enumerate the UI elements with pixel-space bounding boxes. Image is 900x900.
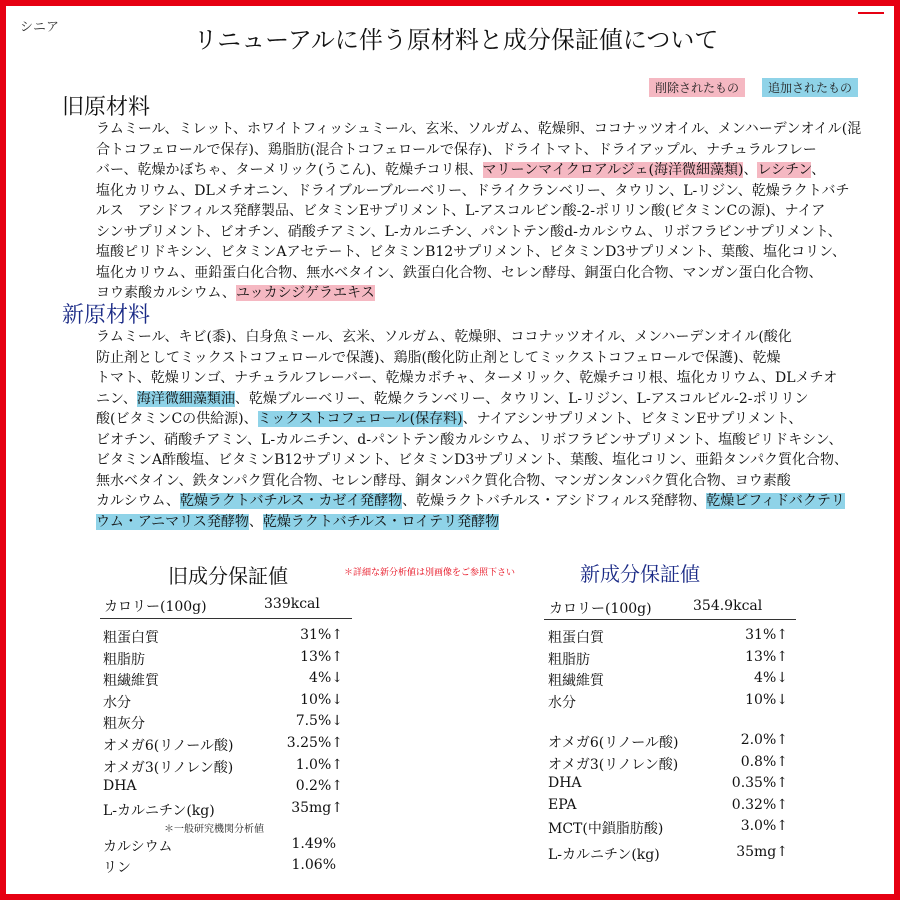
new-nutrient-label: オメガ3(リノレン酸) [548,756,679,773]
new-ingredients-line [96,430,856,451]
ingredient-text: 、 [248,513,263,530]
new-nutrient-value: 13%↑ [745,648,788,665]
old-nutrient-row [103,692,343,713]
new-nutrient-label: 粗脂肪 [548,651,590,668]
lab-nutrient-value: 1.06% [291,857,336,873]
added-ingredient: ミックストコフェロール(保存料) [257,411,463,427]
old-nutrient-row [103,670,343,691]
old-nutrient-value: 3.25%↑ [286,735,343,751]
new-ingredients-line [96,471,856,492]
deleted-ingredient: マリーンマイクロアルジェ(海洋微細藻類) [482,162,744,178]
new-nutrient-value: 31%↑ [745,627,788,643]
new-nutrient-value: 0.8%↑ [740,753,788,770]
old-calorie-row [104,596,354,616]
ingredient-text: 酸(ビタミンCの供給源)、 [96,411,258,427]
old-ingredients-line [96,140,856,161]
new-ingredients-text [96,327,856,532]
lab-nutrient-row [103,836,336,857]
old-nutrient-label: 粗灰分 [103,716,145,733]
old-nutrient-row [103,713,343,734]
ingredient-text: カルシウム、 [96,493,180,509]
new-nutrient-value: 4%↓ [754,670,788,687]
ingredient-text: 、 [743,162,758,178]
new-nutrient-value: 0.32%↑ [731,796,788,813]
new-nutrient-row [548,732,788,753]
ingredient-text: ニン、 [96,390,137,407]
corner-label: シニア [20,20,60,35]
old-nutrient-label: 水分 [103,694,131,711]
new-nutrient-row [548,627,788,648]
old-ingredients-line [96,160,856,181]
ingredient-text: ビオチン、硝酸チアミン、L-カルニチン、d-パントテン酸カルシウム、リボフラビンサプリメント、塩酸ピリドキシン、 [96,431,843,448]
added-ingredient: 海洋微細藻類油 [136,390,235,407]
new-nutrient-row [548,797,788,818]
old-calorie-divider [100,618,352,619]
new-nutrient-value: 10%↓ [745,691,788,708]
new-guarantee-heading: 新成分保証値 [580,562,700,586]
old-nutrient-label: 粗蛋白質 [103,630,159,646]
new-nutrient-label: 水分 [548,694,576,711]
corner-mark [858,12,884,14]
added-ingredient: 乾燥ビフィドバクテリ [706,493,845,509]
old-nutrient-row [103,627,343,648]
new-ingredients-line [96,409,856,430]
new-nutrient-row [548,692,788,713]
new-nutrient-label: DHA [548,775,582,792]
lab-nutrient-label: カルシウム [103,839,173,855]
added-ingredient: ウム・アニマリス発酵物 [96,513,249,530]
new-nutrient-label: EPA [548,796,577,813]
ingredient-text: シンサプリメント、ビオチン、硝酸チアミン、L-カルニチン、パントテン酸d-カルシウム、リボフラビンサプリメント、 [96,223,842,240]
page-title: リニューアルに伴う原材料と成分保証値について [193,26,719,54]
old-nutrient-label: L-カルニチン(kg) [103,802,215,819]
new-calorie-value: 354.9kcal [693,598,763,614]
lab-nutrient-value: 1.49% [291,836,336,852]
new-nutrient-row [548,775,788,796]
old-nutrient-value: 0.2%↑ [295,778,343,795]
ingredient-text: ルス アシドフィルス発酵製品、ビタミンEサプリメント、L-アスコルビン酸-2-ポリリン酸(ビタミンCの源)、ナイア [96,203,826,219]
new-nutrient-row [548,818,788,839]
new-ingredients-heading: 新原材料 [62,303,151,328]
ingredient-text: 、ナイアシンサプリメント、ビタミンEサプリメント、 [462,411,803,427]
old-ingredients-line [96,119,862,140]
ingredient-text: ラムミール、ミレット、ホワイトフィッシュミール、玄米、ソルガム、乾燥卵、ココナッツオイル、メンハーデンオイル(混 [96,121,862,137]
new-ingredients-line [96,368,856,389]
old-calorie-value: 339kcal [264,596,320,612]
ingredient-text: 、乾燥ラクトバチルス・アシドフィルス発酵物、 [402,493,707,509]
old-nutrient-row [103,757,343,778]
deleted-ingredient: レシチン [757,162,812,178]
new-nutrient-row [548,754,788,775]
old-ingredients-line [96,201,856,222]
new-calorie-divider [544,619,796,620]
new-calorie-label: カロリー(100g) [549,601,652,617]
new-nutrient-label: 粗繊維質 [548,673,604,690]
old-nutrient-label: オメガ6(リノール酸) [103,738,234,754]
old-calorie-label: カロリー(100g) [104,599,207,615]
old-ingredients-text [96,119,862,304]
new-nutrient-label: MCT(中鎖脂肪酸) [548,821,664,838]
new-nutrient-value: 3.0%↑ [740,818,788,835]
new-ingredients-line [96,389,856,410]
deleted-ingredient: ユッカシジゲラエキス [235,285,375,301]
old-nutrient-row [103,778,343,799]
ingredient-text: 塩化カリウム、DLメチオニン、ドライブルーブルーベリー、ドライクランベリー、タウリン、L-リジン、乾燥ラクトバチ [96,182,850,199]
new-ingredients-line [96,348,856,369]
old-nutrient-label: 粗繊維質 [103,673,159,690]
old-nutrient-row [103,649,343,670]
old-ingredients-heading: 旧原材料 [62,95,151,120]
detail-note: ＊詳細な新分析値は別画像をご参照下さい [344,568,516,578]
ingredient-text: トマト、乾燥リンゴ、ナチュラルフレーバー、乾燥カボチャ、ターメリック、乾燥チコリ根、塩化カリウム、DLメチオ [96,370,838,386]
ingredient-text: 合トコフェロールで保存)、鶏脂肪(混合トコフェロールで保存)、ドライトマト、ドライアップル、ナチュラルフレー [96,141,817,158]
new-nutrient-row [548,844,788,865]
new-nutrient-value: 2.0%↑ [740,732,788,748]
old-nutrient-value: 31%↑ [300,627,343,643]
old-nutrient-value: 7.5%↓ [295,713,343,730]
lab-nutrient-label: リン [103,860,131,876]
new-ingredients-line [96,491,856,512]
legend-deleted: 削除されたもの [649,78,745,97]
old-nutrient-row [103,735,343,756]
old-guarantee-heading: 旧成分保証値 [168,564,288,588]
ingredient-text: 、乾燥ブルーベリー、乾燥クランベリー、タウリン、L-リジン、L-アスコルビル-2-ポリリン [234,390,809,407]
added-ingredient: 乾燥ラクトバチルス・カゼイ発酵物 [179,493,403,509]
old-nutrient-label: オメガ3(リノレン酸) [103,759,234,776]
old-ingredients-line [96,283,856,304]
ingredient-text: ビタミンA酢酸塩、ビタミンB12サプリメント、ビタミンD3サプリメント、葉酸、塩化コリン、亜鉛タンパク質化合物、 [96,452,849,468]
old-nutrient-value: 35mg↑ [291,799,343,816]
old-nutrient-label: DHA [103,778,137,795]
new-nutrient-label: オメガ6(リノール酸) [548,735,679,751]
old-nutrient-label: 粗脂肪 [103,651,145,668]
ingredient-text: ヨウ素酸カルシウム、 [96,285,236,301]
old-nutrient-row [103,800,343,821]
ingredient-text: 防止剤としてミックストコフェロールで保護)、鶏脂(酸化防止剤としてミックストコフェロールで保護)、乾燥 [96,349,781,366]
old-nutrient-value: 13%↑ [300,648,343,665]
new-calorie-row [549,598,799,618]
new-nutrient-value: 0.35%↑ [731,775,788,792]
old-nutrient-value: 1.0%↑ [295,756,343,773]
ingredient-text: 塩酸ピリドキシン、ビタミンAアセテート、ビタミンB12サプリメント、ビタミンD3サプリメント、葉酸、塩化コリン、 [96,244,847,260]
new-ingredients-line [96,512,856,533]
new-nutrient-row [548,649,788,670]
ingredient-text: 無水ベタイン、鉄タンパク質化合物、セレン酵母、銅タンパク質化合物、マンガンタンパク質化合物、ヨウ素酸 [96,472,791,489]
new-ingredients-line [96,327,856,348]
ingredient-text: ラムミール、キビ(黍)、白身魚ミール、玄米、ソルガム、乾燥卵、ココナッツオイル、メンハーデンオイル(酸化 [96,329,792,345]
lab-note: ＊一般研究機関分析値 [164,824,264,835]
lab-nutrient-row [103,857,336,878]
ingredient-text: 塩化カリウム、亜鉛蛋白化合物、無水ベタイン、鉄蛋白化合物、セレン酵母、銅蛋白化合物、マンガン蛋白化合物、 [96,264,823,281]
new-nutrient-value: 35mg↑ [736,844,788,860]
old-ingredients-line [96,181,856,202]
new-nutrient-label: L-カルニチン(kg) [548,847,660,863]
new-nutrient-label: 粗蛋白質 [548,630,604,646]
legend-added: 追加されたもの [762,78,858,97]
added-ingredient: 乾燥ラクトバチルス・ロイテリ発酵物 [262,513,500,530]
ingredient-text: 、 [811,162,826,178]
old-ingredients-line [96,222,856,243]
old-nutrient-value: 4%↓ [309,670,343,687]
ingredient-text: バー、乾燥かぼちゃ、ターメリック(うこん)、乾燥チコリ根、 [96,162,483,178]
old-nutrient-value: 10%↓ [300,691,343,708]
old-ingredients-line [96,242,856,263]
new-ingredients-line [96,450,856,471]
new-nutrient-row [548,670,788,691]
old-ingredients-line [96,263,856,284]
